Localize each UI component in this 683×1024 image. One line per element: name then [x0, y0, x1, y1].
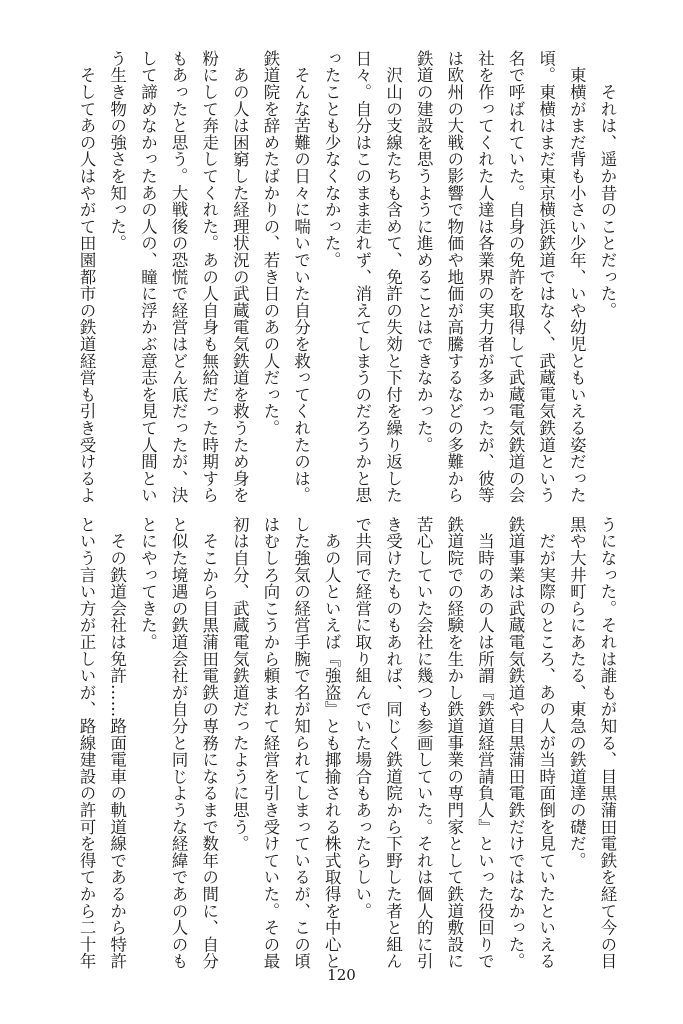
text-block-upper: [70, 50, 622, 504]
text-line: それは、遥か昔のことだった。: [598, 50, 617, 319]
page-number: 120: [327, 966, 356, 984]
text-line: う生き物の強さを知った。: [107, 50, 127, 252]
text-line: 鉄道院を辞めたばかりの、若き日のあの人だった。: [260, 50, 280, 437]
text-line: き受けたものもあれば、同じく鉄道院から下野した者と組ん: [383, 516, 403, 970]
text-line: で共同で経営に取り組んでいた場合もあったらしい。: [352, 516, 372, 920]
text-line: 東横がまだ背も小さい少年、いや幼児ともいえる姿だった: [567, 50, 587, 504]
text-line: して諦めなかったあの人の、瞳に浮かぶ意志を見て人間とい: [138, 50, 158, 504]
text-line: はむしろ向こうから頼まれて経営を引き受けていた。その最: [260, 516, 280, 970]
text-line: もあったと思う。大戦後の恐慌で経営はどん底だったが、決: [169, 50, 189, 504]
text-line: 日々。自分はこのまま走れず、消えてしまうのだろうかと思: [352, 50, 372, 504]
text-line: 当時のあの人は所謂『鉄道経営請負人』といった役回りで: [475, 516, 495, 970]
text-line: 頃。東横はまだ東京横浜鉄道ではなく、武蔵電気鉄道という: [536, 50, 556, 504]
text-line: 鉄道事業は武蔵電気鉄道や目黒蒲田電鉄だけではなかった。: [506, 516, 526, 970]
text-line: 沢山の支線たちも含めて、免許の失効と下付を繰り返した: [383, 50, 403, 504]
text-line: は欧州の大戦の影響で物価や地価が高騰するなどの多難から: [444, 50, 464, 504]
text-line: うになった。それは誰もが知る、目黒蒲田電鉄を経て今の目: [598, 516, 617, 970]
text-line: そんな苦難の日々に喘いでいた自分を救ってくれたのは。: [291, 50, 311, 504]
text-line: 名で呼ばれていた。自身の免許を取得して武蔵電気鉄道の会: [506, 50, 526, 504]
text-line: 黒や大井町らにあたる、東急の鉄道達の礎だ。: [567, 516, 587, 869]
text-line: 初は自分、武蔵電気鉄道だったように思う。: [230, 516, 250, 852]
text-line: 鉄道院での経験を生かし鉄道事業の専門家として鉄道敷設に: [444, 516, 464, 970]
text-line: 苦心していた会社に幾つも参画していた。それは個人的に引: [414, 516, 434, 970]
text-line: と似た境遇の鉄道会社が自分と同じような経緯であの人のも: [169, 516, 189, 970]
text-line: あの人は困窮した経理状況の武蔵電気鉄道を救うため身を: [230, 50, 250, 504]
text-line: そしてあの人はやがて田園都市の鉄道経営も引き受けるよ: [77, 50, 97, 504]
text-block-lower: [70, 516, 622, 970]
text-line: あの人といえば『強盗』とも揶揄される株式取得を中心と: [322, 516, 342, 970]
text-line: 社を作ってくれた人達は各業界の実力者が多かったが、彼等: [475, 50, 495, 504]
text-line: 鉄道の建設を思うように進めることはできなかった。: [414, 50, 434, 454]
text-line: ったことも少なくなかった。: [322, 50, 342, 269]
text-line: という言い方が正しいが、路線建設の許可を得てから二十年: [77, 516, 97, 970]
text-line: その鉄道会社は免許……路面電車の軌道線であるから特許: [107, 516, 127, 970]
text-line: とにやってきた。: [138, 516, 158, 651]
text-line: そこから目黒蒲田電鉄の専務になるまで数年の間に、自分: [199, 516, 219, 970]
text-line: だが実際のところ、あの人が当時面倒を見ていたといえる: [536, 516, 556, 970]
text-line: 粉にして奔走してくれた。あの人自身も無給だった時期すら: [199, 50, 219, 504]
text-line: した強気の経営手腕で名が知られてしまっているが、この頃: [291, 516, 311, 970]
